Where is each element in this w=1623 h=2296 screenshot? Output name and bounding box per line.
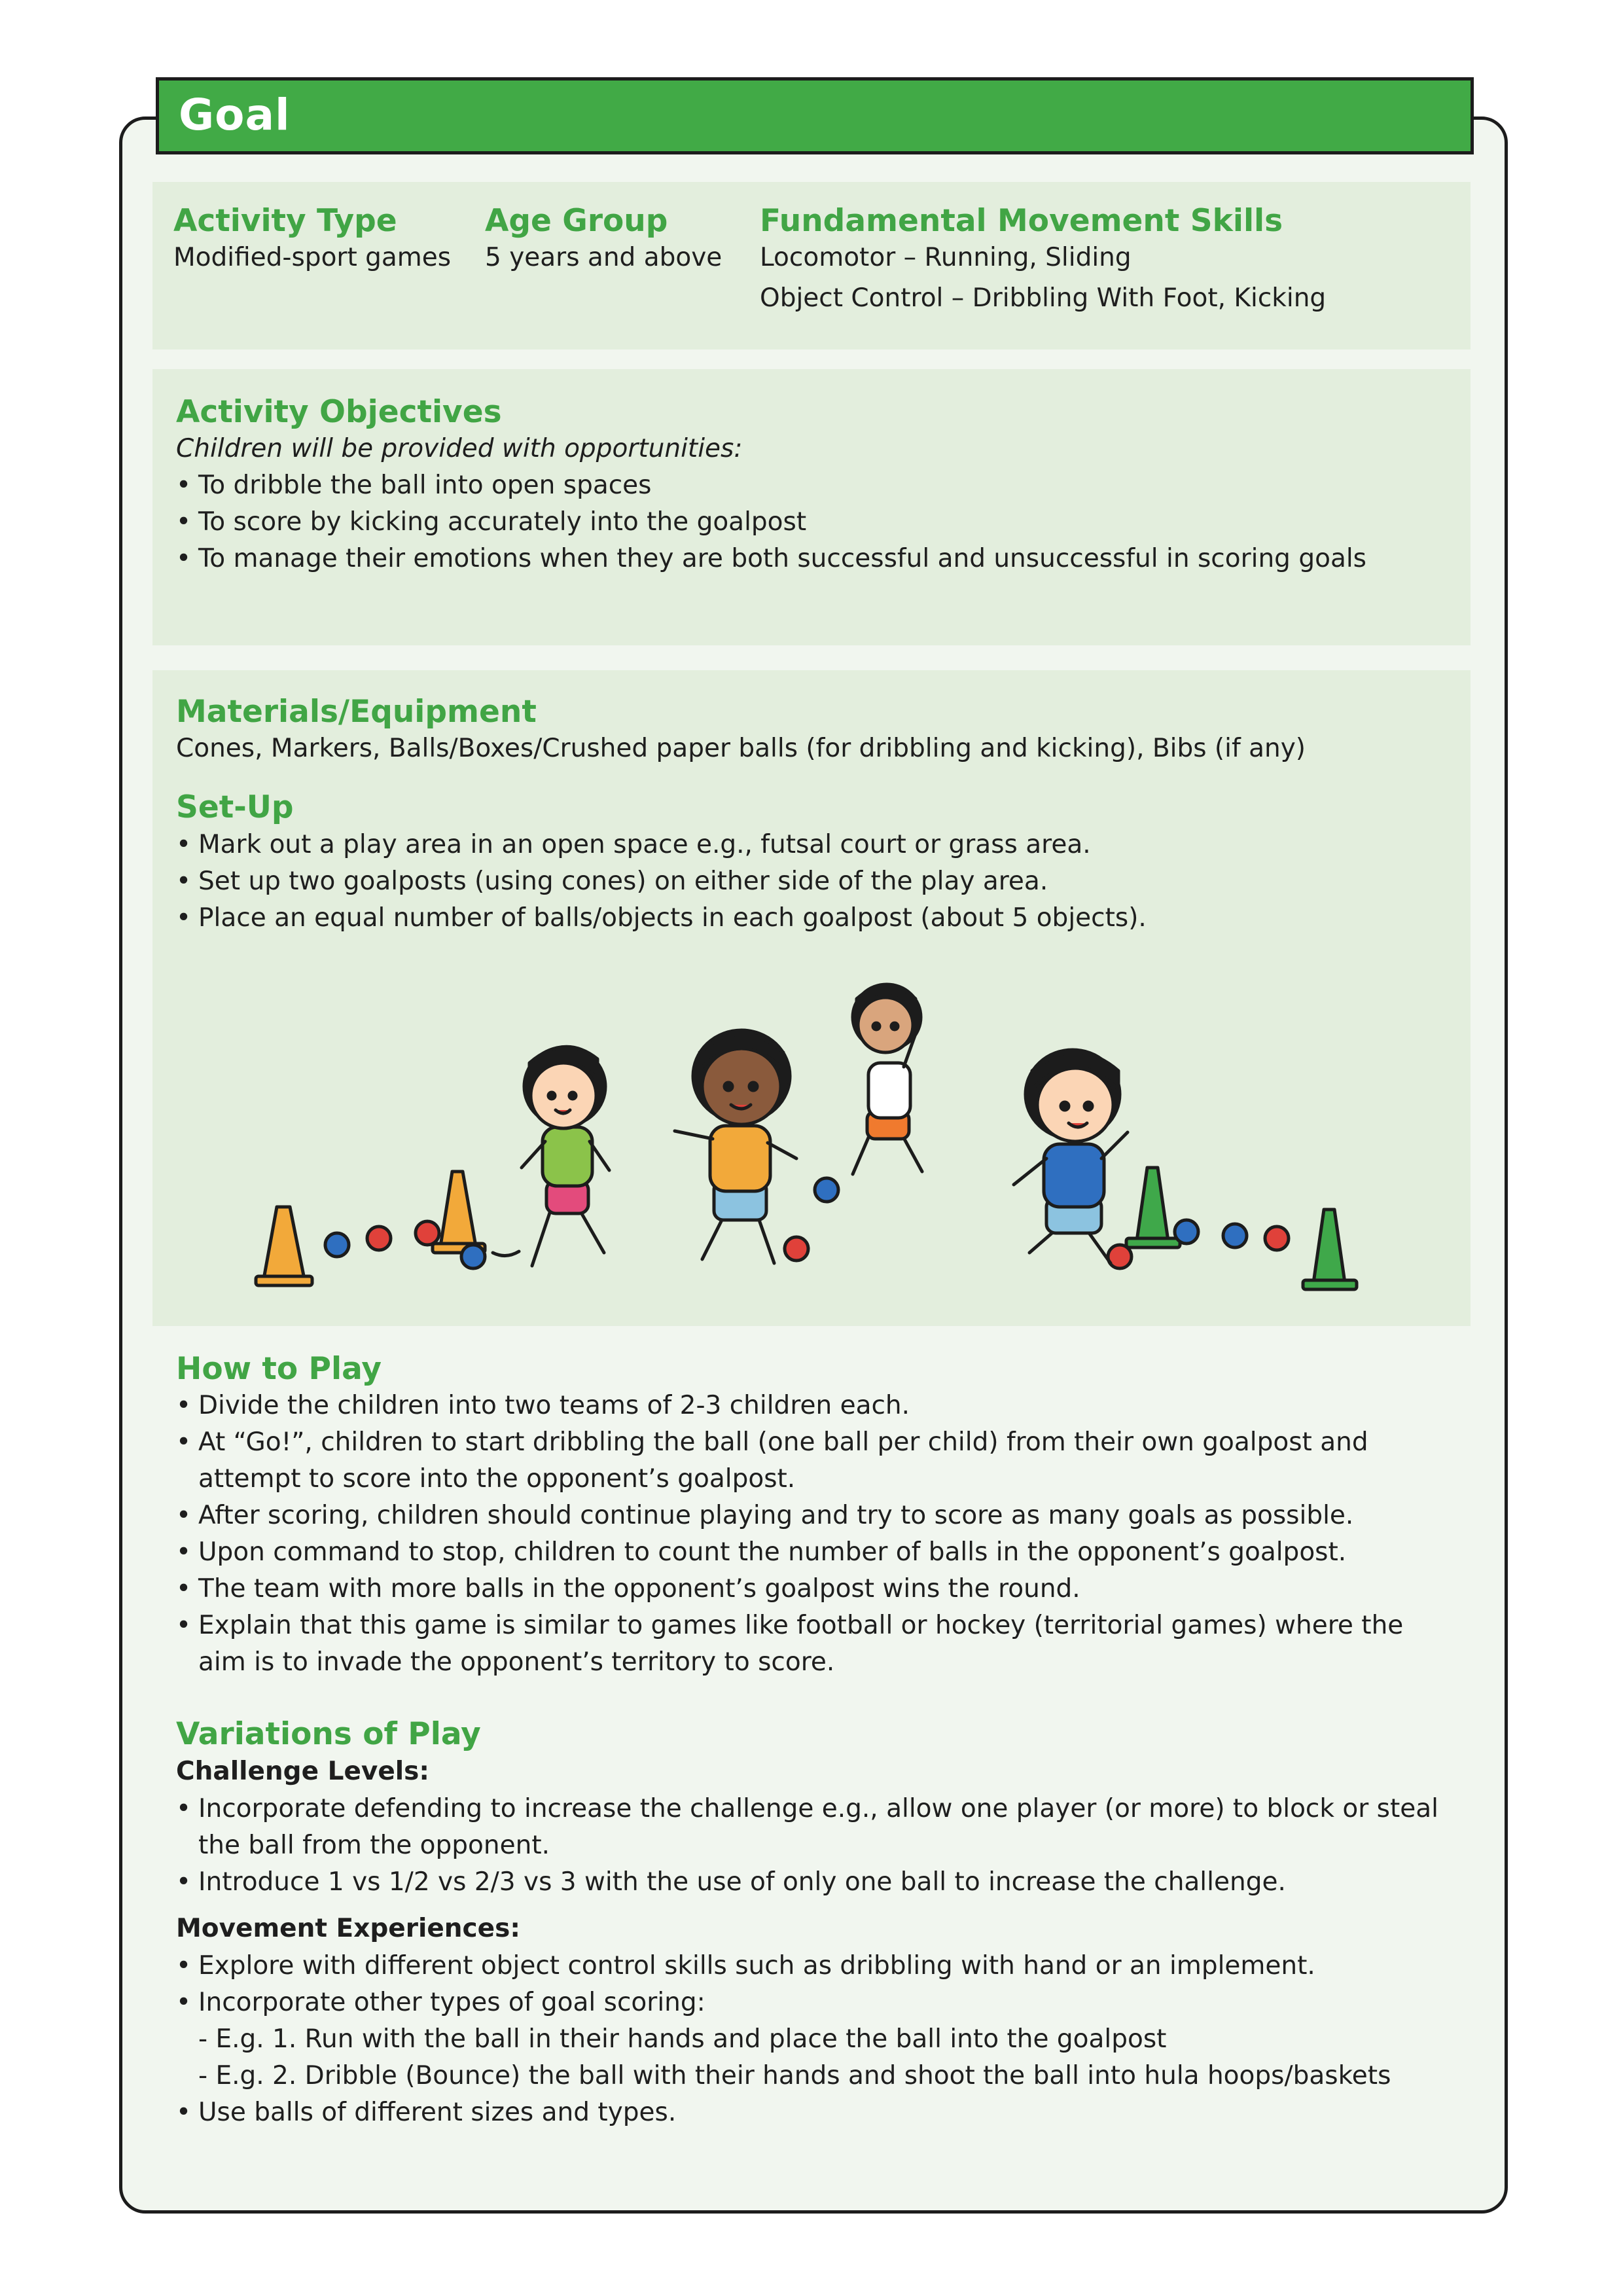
ball-icon	[1223, 1224, 1247, 1247]
variations-section	[176, 1716, 1459, 2131]
list-item: • Mark out a play area in an open space e.g., futsal court or grass area.	[176, 827, 1446, 863]
activity-type-value: Modified-sport games	[173, 243, 452, 273]
orange-cone-icon	[433, 1172, 485, 1253]
list-item: • Explore with different object control skills such as dribbling with hand or an implement.	[176, 1948, 1459, 1984]
ball-icon	[325, 1233, 349, 1257]
list-item: • Set up two goalposts (using cones) on either side of the play area.	[176, 863, 1446, 900]
activity-type-block	[173, 203, 451, 276]
ball-icon	[1108, 1245, 1132, 1268]
ball-icon	[461, 1245, 485, 1268]
objectives-list	[176, 467, 1446, 577]
variations-heading: Variations of Play	[176, 1716, 481, 1752]
objectives-heading: Activity Objectives	[176, 394, 502, 430]
child-figure-icon	[493, 1047, 609, 1266]
title-bar	[156, 77, 1474, 154]
list-item: • Divide the children into two teams of 2-3 children each.	[176, 1388, 1459, 1424]
activity-type-label: Activity Type	[173, 203, 397, 239]
orange-cone-icon	[256, 1207, 312, 1285]
ball-icon	[416, 1221, 439, 1245]
challenge-levels-list	[176, 1791, 1459, 1901]
ball-icon	[815, 1178, 838, 1202]
child-figure-icon	[1014, 1050, 1128, 1263]
list-item: • After scoring, children should continue playing and try to score as many goals as possible.	[176, 1498, 1459, 1534]
list-item: • To dribble the ball into open spaces	[176, 467, 1446, 504]
ball-icon	[1265, 1227, 1289, 1250]
sub-list-item: - E.g. 2. Dribble (Bounce) the ball with their hands and shoot the ball into hula hoops/baskets	[198, 2061, 1391, 2091]
list-item: • Use balls of different sizes and types.	[176, 2094, 1459, 2131]
objectives-intro: Children will be provided with opportunities:	[176, 434, 743, 464]
setup-heading: Set-Up	[176, 789, 294, 826]
setup-panel	[152, 670, 1471, 1326]
ball-icon	[785, 1237, 808, 1261]
ball-icon	[1175, 1220, 1198, 1244]
list-item: • Incorporate other types of goal scoring:	[176, 1984, 1459, 2021]
fms-line: Locomotor – Running, Sliding	[760, 243, 1132, 273]
movement-experiences-heading: Movement Experiences:	[176, 1914, 520, 1944]
how-to-play-section	[176, 1351, 1459, 1681]
how-to-play-heading: How to Play	[176, 1351, 382, 1387]
challenge-levels-heading: Challenge Levels:	[176, 1757, 429, 1787]
sub-list-item: - E.g. 1. Run with the ball in their hands and place the ball into the goalpost	[198, 2024, 1167, 2054]
child-figure-icon	[853, 984, 922, 1174]
age-group-label: Age Group	[485, 203, 668, 239]
info-panel	[152, 182, 1471, 350]
materials-heading: Materials/Equipment	[176, 694, 537, 730]
page-title: Goal	[179, 90, 291, 140]
age-group-block	[485, 203, 722, 276]
age-group-value: 5 years and above	[485, 243, 722, 273]
list-item: • At “Go!”, children to start dribbling the ball (one ball per child) from their own goalpost and attempt to score into the opponent’s goalpost.	[176, 1424, 1459, 1498]
movement-experiences-list	[176, 1948, 1459, 2131]
fms-label: Fundamental Movement Skills	[760, 203, 1283, 239]
how-to-play-list	[176, 1388, 1459, 1681]
list-item: • Incorporate defending to increase the challenge e.g., allow one player (or more) to block or steal the ball from the opponent.	[176, 1791, 1459, 1864]
list-item: • To manage their emotions when they are both successful and unsuccessful in scoring goals	[176, 541, 1446, 577]
child-figure-icon	[675, 1030, 796, 1263]
setup-list	[176, 827, 1446, 937]
green-cone-icon	[1126, 1168, 1180, 1247]
children-playing-illustration	[152, 971, 1471, 1325]
list-item: • Upon command to stop, children to count the number of balls in the opponent’s goalpost.	[176, 1534, 1459, 1571]
fms-block	[760, 203, 1326, 317]
fms-line: Object Control – Dribbling With Foot, Kicking	[760, 283, 1327, 314]
list-item: • Introduce 1 vs 1/2 vs 2/3 vs 3 with the use of only one ball to increase the challenge.	[176, 1864, 1459, 1901]
green-cone-icon	[1303, 1210, 1357, 1289]
list-item: • Place an equal number of balls/objects in each goalpost (about 5 objects).	[176, 900, 1446, 937]
ball-icon	[367, 1227, 391, 1250]
list-item: • Explain that this game is similar to games like football or hockey (territorial games) where the aim is to invade the opponent’s territory to score.	[176, 1607, 1459, 1681]
objectives-panel	[152, 369, 1471, 645]
list-item: • The team with more balls in the opponent’s goalpost wins the round.	[176, 1571, 1459, 1607]
list-item: • To score by kicking accurately into the goalpost	[176, 504, 1446, 541]
materials-text: Cones, Markers, Balls/Boxes/Crushed paper balls (for dribbling and kicking), Bibs (if any)	[176, 734, 1306, 764]
